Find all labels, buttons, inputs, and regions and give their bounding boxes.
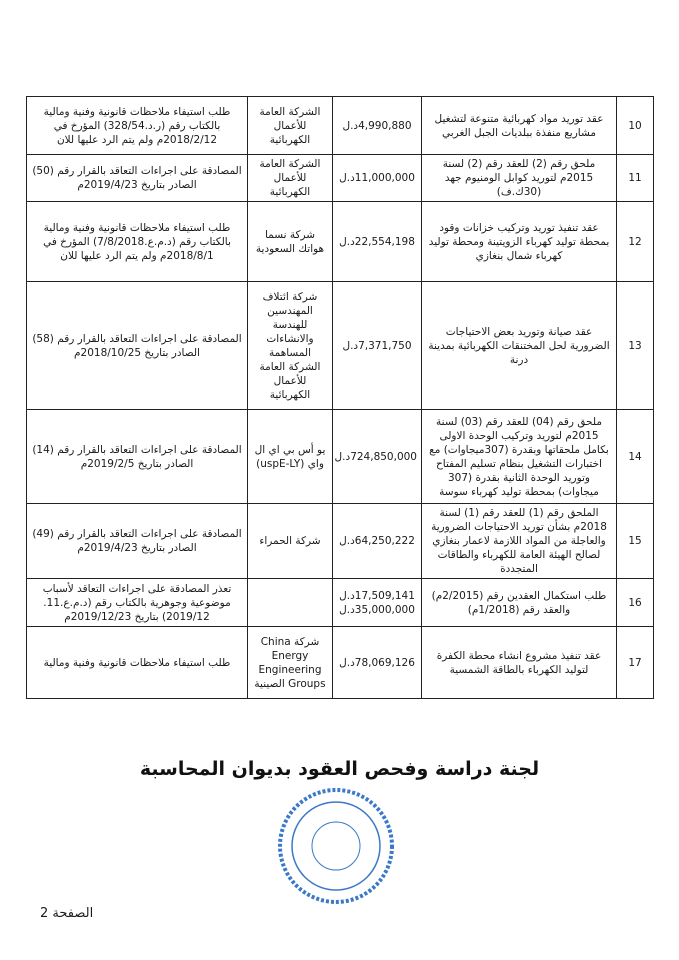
contract-amount: 7,371,750د.ل <box>342 339 412 352</box>
contracting-party: شركة China Energy Engineering Groups الصينية <box>248 627 333 699</box>
contract-amount: 724,850,000د.ل <box>334 450 417 463</box>
contract-subject: ملحق رقم (2) للعقد رقم (2) لسنة 2015م لتوريد كوابل الومنيوم جهد (30ك.ف) <box>422 155 617 202</box>
table-row <box>27 155 654 202</box>
contract-subject: طلب استكمال العقدين رقم (2/2015م) والعقد رقم (1/2018م) <box>422 579 617 627</box>
audit-note: المصادقة على اجراءات التعاقد بالقرار رقم (50) الصادر بتاريخ 2019/4/23م <box>27 155 248 202</box>
contracting-party: شركة ائتلاف المهندسين للهندسة والانشاءات المساهمة الشركة العامة للأعمال الكهربائية <box>248 282 333 410</box>
contract-amount: 4,990,880د.ل <box>342 119 412 132</box>
row-number: 17 <box>617 627 654 699</box>
contract-subject: عقد صيانة وتوريد بعض الاحتياجات الضرورية لحل المختنقات الكهربائية بمدينة درنة <box>422 282 617 410</box>
contract-subject: عقد تنفيذ مشروع انشاء محطة الكفرة لتوليد الكهرباء بالطاقة الشمسية <box>422 627 617 699</box>
seal-inner-ring <box>292 802 380 890</box>
row-number: 13 <box>617 282 654 410</box>
row-number: 12 <box>617 202 654 282</box>
audit-note: طلب استيفاء ملاحظات قانونية وفنية ومالية بالكتاب رقم (ر.د.328/54) المؤرخ في 2018/2/12م ولم يتم الرد عليها للان <box>27 97 248 155</box>
table-row <box>27 504 654 579</box>
contract-subject: عقد توريد مواد كهربائية متنوعة لتشغيل مشاريع منفذة ببلديات الجبل الغربي <box>422 97 617 155</box>
contract-amount: 22,554,198د.ل <box>339 235 415 248</box>
audit-note: تعذر المصادقة على اجراءات التعاقد لأسباب موضوعية وجوهرية بالكتاب رقم (د.م.ع.11. 2019/12) بتاريخ 2019/12/23م <box>27 579 248 627</box>
seal-outer-ring <box>280 790 392 902</box>
contracting-party: شركة الحمراء <box>248 504 333 579</box>
committee-seal <box>276 785 396 907</box>
row-number: 15 <box>617 504 654 579</box>
contracting-party: الشركة العامة للأعمال الكهربائية <box>248 155 333 202</box>
contract-amount: 78,069,126د.ل <box>339 656 415 669</box>
page-number: الصفحة 2 <box>40 906 94 921</box>
contract-value <box>333 282 422 410</box>
table-row <box>27 97 654 155</box>
row-number: 14 <box>617 410 654 504</box>
contract-value <box>333 504 422 579</box>
audit-note: المصادقة على اجراءات التعاقد بالقرار رقم (49) الصادر بتاريخ 2019/4/23م <box>27 504 248 579</box>
contracting-party: الشركة العامة للأعمال الكهربائية <box>248 97 333 155</box>
audit-note: المصادقة على اجراءات التعاقد بالقرار رقم (14) الصادر بتاريخ 2019/2/5م <box>27 410 248 504</box>
table-row <box>27 202 654 282</box>
table-row <box>27 627 654 699</box>
contract-value <box>333 579 422 627</box>
contract-amount: 64,250,222د.ل <box>339 535 415 547</box>
contracting-party <box>248 579 333 627</box>
row-number: 11 <box>617 155 654 202</box>
contract-subject: عقد تنفيذ توريد وتركيب خزانات وقود بمحطة توليد كهرباء الزويتينة ومحطة توليد كهرباء شمال بنغازي <box>422 202 617 282</box>
contract-value <box>333 410 422 504</box>
contracting-party: يو أس بي اي ال واي (uspE-LY) <box>248 410 333 504</box>
committee-title: لجنة دراسة وفحص العقود بديوان المحاسبة <box>139 758 540 780</box>
row-number: 16 <box>617 579 654 627</box>
table-row <box>27 410 654 504</box>
contracts-table-body <box>27 97 654 699</box>
contract-amount: 17,509,141د.ل <box>339 589 415 602</box>
contract-value <box>333 627 422 699</box>
seal-core <box>312 822 360 870</box>
audit-note: طلب استيفاء ملاحظات قانونية وفنية ومالية <box>27 627 248 699</box>
audit-note: المصادقة على اجراءات التعاقد بالقرار رقم (58) الصادر بتاريخ 2018/10/25م <box>27 282 248 410</box>
contracting-party: شركة نسما هواتك السعودية <box>248 202 333 282</box>
contract-amount: 11,000,000د.ل <box>339 172 415 184</box>
contract-subject: ملحق رقم (04) للعقد رقم (03) لسنة 2015م لتوريد وتركيب الوحدة الاولى بكامل ملحقاتها وبقدرة (307ميجاوات) مع اختبارات التشغيل بنظام تسليم المفتاح وتوريد الوحدة الثانية بقدرة (307 ميجاوات) بمحطة توليد كهرباء سوسة <box>422 410 617 504</box>
row-number: 10 <box>617 97 654 155</box>
contract-subject: الملحق رقم (1) للعقد رقم (1) لسنة 2018م بشأن توريد الاحتياجات الضرورية والعاجلة من المواد اللازمة لاعمار بنغازي لصالح الهيئة العامة للكهرباء والطاقات المتجددة <box>422 504 617 579</box>
table-row <box>27 579 654 627</box>
contract-value <box>333 155 422 202</box>
table-row <box>27 282 654 410</box>
contracts-table <box>26 96 654 699</box>
contract-value <box>333 202 422 282</box>
contract-amount: 35,000,000د.ل <box>339 603 415 616</box>
contract-value <box>333 97 422 155</box>
audit-note: طلب استيفاء ملاحظات قانونية وفنية ومالية بالكتاب رقم (د.م.ع.7/8/2018) المؤرخ في 2018/8/1م ولم يتم الرد عليها للان <box>27 202 248 282</box>
